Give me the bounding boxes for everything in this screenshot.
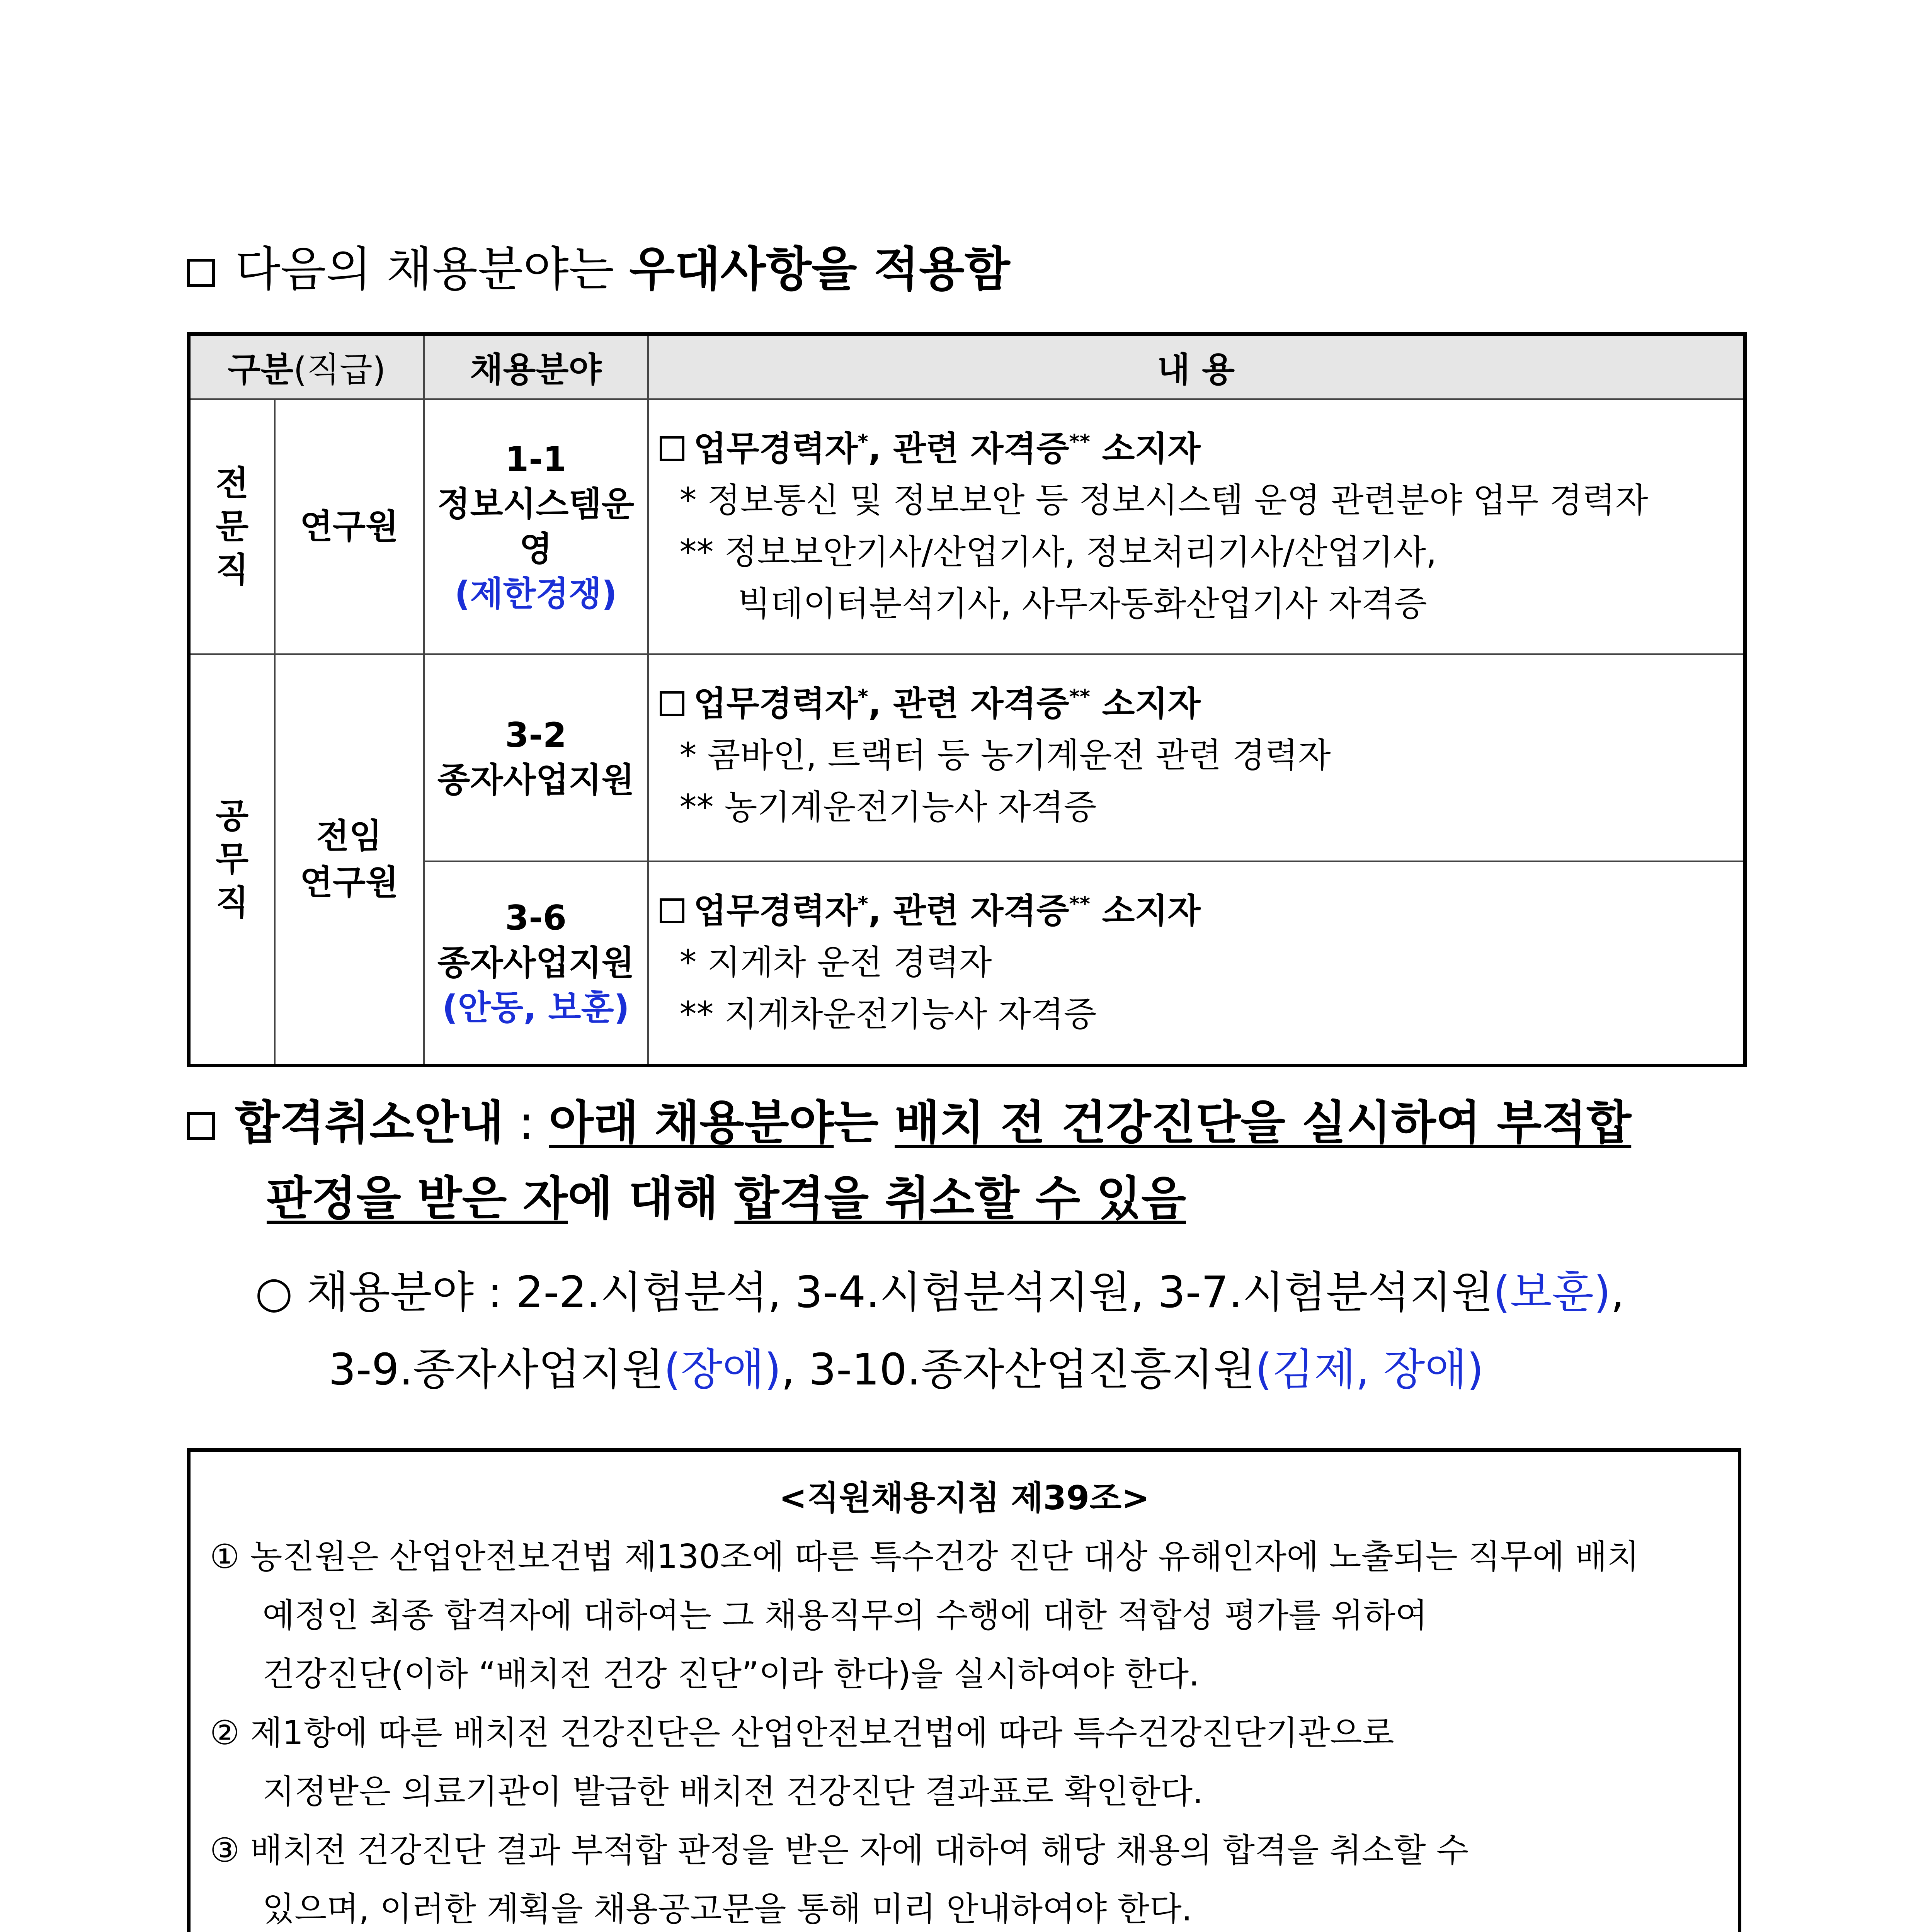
cancellation-fields-line2: 3-9.종자사업지원(장애), 3-10.종자산업진흥지원(김제, 장애) (328, 1345, 1484, 1395)
content-cell: 업무경력자*, 관련 자격증** 소지자 * 콤바인, 트랙터 등 농기계운전 관련 경력자 ** 농기계운전기능사 자격증 (648, 654, 1745, 861)
rank-cell: 전임 연구원 (275, 654, 424, 1065)
regulation-title: <직원채용지침 제39조> (779, 1479, 1150, 1517)
regulation-item: ② 제1항에 따른 배치전 건강진단은 산업안전보건법에 따라 특수건강진단기관으로 (210, 1714, 1394, 1752)
field-cell: 3-6 종자사업지원 (안동, 보훈) (424, 861, 648, 1065)
regulation-item: 예정인 최종 합격자에 대하여는 그 채용직무의 수행에 대한 적합성 평가를 위하여 (262, 1596, 1428, 1635)
regulation-item: ① 농진원은 산업안전보건법 제130조에 따른 특수건강 진단 대상 유해인자에 노출되는 직무에 배치 (210, 1537, 1639, 1576)
job-type-cell: 공 무 직 (189, 654, 275, 1065)
cancellation-notice-line1: 합격취소안내 : 아래 채용분야는 배치 전 건강진단을 실시하여 부적합 (187, 1094, 1631, 1152)
checkbox-square-icon (660, 898, 684, 923)
preferences-table (187, 332, 1747, 1067)
regulation-item: ③ 배치전 건강진단 결과 부적합 판정을 받은 자에 대하여 해당 채용의 합격을 취소할 수 (210, 1831, 1469, 1870)
checkbox-square-icon (660, 436, 684, 461)
cancellation-fields-line1: ○ 채용분야 : 2-2.시험분석, 3-4.시험분석지원, 3-7.시험분석지원(보훈), (255, 1267, 1625, 1318)
header-category: 구분(직급) (189, 334, 424, 400)
preferences-heading: 다음의 채용분야는 우대사항을 적용함 (187, 240, 1010, 298)
checkbox-square-icon (660, 691, 684, 716)
header-field: 채용분야 (424, 334, 648, 400)
checkbox-square-icon (187, 1112, 215, 1140)
checkbox-square-icon (187, 259, 215, 287)
rank-cell: 연구원 (275, 399, 424, 654)
regulation-item: 지정받은 의료기관이 발급한 배치전 건강진단 결과표로 확인한다. (262, 1772, 1203, 1811)
header-content: 내 용 (648, 334, 1745, 400)
field-cell: 1-1 정보시스템운영 (제한경쟁) (424, 399, 648, 654)
regulation-box (187, 1448, 1741, 1932)
regulation-item: 건강진단(이하 “배치전 건강 진단”이라 한다)을 실시하여야 한다. (262, 1655, 1200, 1694)
regulation-item: 있으며, 이러한 계획을 채용공고문을 통해 미리 안내하여야 한다. (262, 1890, 1193, 1929)
table-row (189, 654, 1745, 861)
content-cell: 업무경력자*, 관련 자격증** 소지자 * 지게차 운전 경력자 ** 지게차운전기능사 자격증 (648, 861, 1745, 1065)
job-type-cell: 전 문 직 (189, 399, 275, 654)
cancellation-notice-line2: 판정을 받은 자에 대해 합격을 취소할 수 있음 (267, 1172, 1186, 1226)
content-cell: 업무경력자*, 관련 자격증** 소지자 * 정보통신 및 정보보안 등 정보시스템 운영 관련분야 업무 경력자 ** 정보보안기사/산업기사, 정보처리기사/산업기사, 빅데이터분석기사, 사무자동화산업기사 자격증 (648, 399, 1745, 654)
table-row (189, 399, 1745, 654)
table-header-row (189, 334, 1745, 400)
field-cell: 3-2 종자사업지원 (424, 654, 648, 861)
